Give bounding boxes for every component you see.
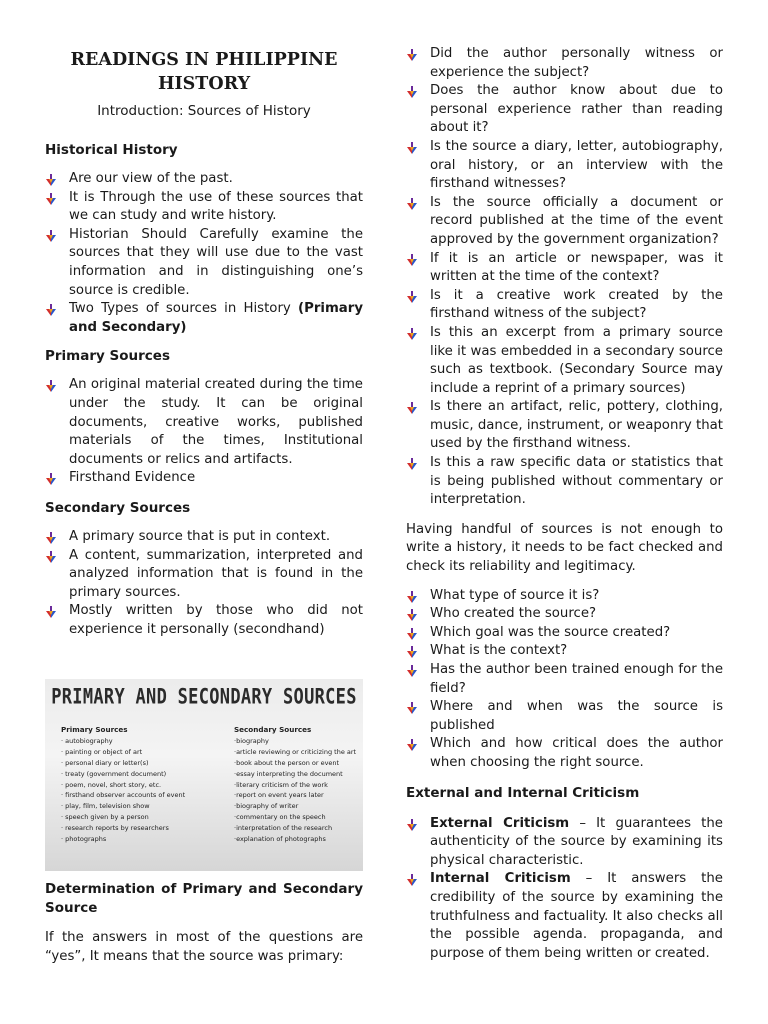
- arrow-bullet-icon: [46, 473, 56, 485]
- arrow-bullet-icon: [407, 458, 417, 470]
- list-item: [430, 870, 723, 963]
- figure-item: · play, film, television show: [61, 802, 150, 811]
- list-item-bold-text: (Primary and Secondary): [69, 301, 363, 335]
- list-item-text: Is there an artifact, relic, pottery, clothing, music, dance, instrument, or weaponry that used by the firsthand witness.: [430, 399, 723, 452]
- subtitle: Introduction: Sources of History: [97, 103, 311, 119]
- list-item: [430, 698, 723, 735]
- arrow-bullet-icon: [46, 193, 56, 205]
- list-item-text: Who created the source?: [430, 606, 597, 622]
- list-item: [430, 82, 723, 138]
- figure-item: · firsthand observer accounts of event: [61, 791, 186, 800]
- list-item: [430, 587, 723, 606]
- figure-item: · photographs: [61, 835, 107, 844]
- internal-criticism-term: Internal Criticism: [430, 871, 571, 887]
- list-item: [430, 661, 723, 698]
- heading-criticism: External and Internal Criticism: [406, 784, 640, 801]
- list-item: [69, 170, 363, 189]
- arrow-bullet-icon: [46, 380, 56, 392]
- list-item: [430, 735, 723, 772]
- arrow-bullet-icon: [407, 198, 417, 210]
- list-item: [430, 454, 723, 510]
- title-line-2: HISTORY: [157, 74, 251, 94]
- heading-determination: Determination of Primary and Secondary Source: [45, 881, 363, 916]
- figure-item: · research reports by researchers: [61, 824, 169, 833]
- list-item-text: Historian Should Carefully examine the sources that they will use due to the vast information and in distinguishing one’s source is credible.: [69, 226, 363, 298]
- list-item-text: Where and when was the source is published: [430, 699, 723, 733]
- list-item-text: Did the author personally witness or experience the subject?: [430, 46, 723, 80]
- list-item: [69, 300, 363, 337]
- list-item: [69, 469, 363, 488]
- arrow-bullet-icon: [407, 291, 417, 303]
- list-item-text: If it is an article or newspaper, was it written at the time of the context?: [430, 250, 723, 285]
- heading-secondary-sources: Secondary Sources: [45, 499, 191, 516]
- list-item-text: – It guarantees the authenticity of the source by examining its physical characteristic.: [430, 815, 723, 868]
- list-item-text: Is the source a diary, letter, autobiography, oral history, or an interview with the firsthand witnesses?: [430, 138, 723, 192]
- figure-item: · poem, novel, short story, etc.: [61, 780, 162, 789]
- list-item: [430, 605, 723, 624]
- list-item: [69, 376, 363, 469]
- list-item-text: A primary source that is put in context.: [69, 528, 331, 544]
- figure-item: ·commentary on the speech: [234, 813, 326, 822]
- arrow-bullet-icon: [46, 174, 56, 186]
- arrow-bullet-icon: [407, 49, 417, 61]
- determination-intro: If the answers in most of the questions are “yes”, It means that the source was primary:: [45, 930, 363, 964]
- external-criticism-term: External Criticism: [430, 815, 570, 831]
- arrow-bullet-icon: [407, 86, 417, 98]
- arrow-bullet-icon: [407, 665, 417, 677]
- figure-item: · personal diary or letter(s): [61, 758, 149, 767]
- arrow-bullet-icon: [46, 304, 56, 316]
- arrow-bullet-icon: [407, 874, 417, 886]
- arrow-bullet-icon: [407, 254, 417, 266]
- figure-secondary-column: [234, 725, 359, 845]
- arrow-bullet-icon: [407, 591, 417, 603]
- figure-title: PRIMARY AND SECONDARY SOURCES: [51, 684, 357, 710]
- list-item: [69, 602, 363, 639]
- figure-item: · painting or object of art: [61, 747, 143, 756]
- list-item: [69, 226, 363, 300]
- list-item-text: What is the context?: [430, 643, 568, 659]
- primary-sources-list: [45, 376, 363, 488]
- figure-item: ·biography: [234, 736, 269, 745]
- arrow-bullet-icon: [407, 739, 417, 751]
- arrow-bullet-icon: [46, 532, 56, 544]
- title-line-1: READINGS IN PHILIPPINE: [70, 50, 338, 70]
- criticism-list: [406, 815, 723, 964]
- list-item-text: It is Through the use of these sources that we can study and write history.: [69, 189, 363, 224]
- list-item-text: Is the source officially a document or record published at the time of the event approved by the government organization?: [430, 194, 723, 247]
- figure-item: ·interpretation of the research: [234, 824, 333, 833]
- figure-item: ·essay interpreting the document: [234, 769, 343, 778]
- figure-item: ·article reviewing or criticizing the art: [234, 747, 357, 756]
- list-item-text: Is this an excerpt from a primary source like it was embedded in a secondary source such as textbook. (Secondary Source may include a reprint of a primary sources): [430, 324, 723, 396]
- arrow-bullet-icon: [407, 609, 417, 621]
- sources-comparison-image: [45, 679, 363, 871]
- list-item-text: Is it a creative work created by the firsthand witness of the subject?: [430, 287, 723, 322]
- left-column-bottom: [45, 880, 363, 966]
- handful-paragraph: Having handful of sources is not enough to write a history, it needs to be fact checked and check its reliability and legitimacy.: [406, 521, 723, 575]
- list-item: [430, 642, 723, 661]
- list-item-text: Firsthand Evidence: [69, 470, 196, 486]
- list-item: [430, 624, 723, 643]
- list-item: [430, 324, 723, 398]
- figure-primary-column: [61, 725, 211, 845]
- list-item-text: Are our view of the past.: [69, 171, 233, 186]
- heading-primary-sources: Primary Sources: [45, 348, 170, 365]
- list-item: [430, 138, 723, 194]
- list-item-text: What type of source it is?: [430, 587, 600, 603]
- list-item: [69, 547, 363, 603]
- figure-primary-heading: Primary Sources: [61, 725, 128, 734]
- questions-list: [406, 45, 723, 510]
- list-item-text: Does the author know about due to personal experience rather than reading about it?: [430, 83, 723, 136]
- list-item-text: Mostly written by those who did not experience it personally (secondhand): [69, 603, 363, 637]
- arrow-bullet-icon: [46, 230, 56, 242]
- figure-item: ·literary criticism of the work: [234, 780, 328, 789]
- list-item-text: An original material created during the time under the study. It can be original documents, creative works, published materials of the times, Institutional documents or relics and artifacts.: [69, 377, 363, 467]
- list-item-text: Which and how critical does the author when choosing the right source.: [430, 736, 723, 770]
- arrow-bullet-icon: [407, 702, 417, 714]
- list-item: [430, 45, 723, 82]
- list-item-text: Has the author been trained enough for the field?: [430, 662, 723, 696]
- arrow-bullet-icon: [407, 819, 417, 831]
- arrow-bullet-icon: [407, 142, 417, 154]
- heading-historical-history: Historical History: [45, 142, 178, 158]
- list-item-text: Is this a raw specific data or statistics that is being published without commentary or interpretation.: [430, 455, 723, 508]
- figure-item: ·report on event years later: [234, 791, 324, 800]
- figure-secondary-heading: Secondary Sources: [234, 725, 312, 734]
- arrow-bullet-icon: [407, 628, 417, 640]
- arrow-bullet-icon: [407, 646, 417, 658]
- figure-item: ·book about the person or event: [234, 758, 340, 767]
- list-item: [69, 189, 363, 226]
- list-item-text: Two Types of sources in History: [69, 301, 298, 317]
- list-item: [430, 287, 723, 324]
- historical-history-list: [45, 170, 363, 337]
- left-column: [45, 0, 363, 639]
- list-item: [430, 398, 723, 454]
- arrow-bullet-icon: [46, 551, 56, 563]
- checks-list: [406, 587, 723, 773]
- secondary-sources-list: [45, 528, 363, 640]
- list-item: [430, 815, 723, 871]
- figure-item: · speech given by a person: [61, 813, 149, 822]
- list-item: [69, 528, 363, 547]
- list-item: [430, 250, 723, 287]
- arrow-bullet-icon: [407, 402, 417, 414]
- list-item-text: – It answers the credibility of the source by examining the truthfulness and factuality. It also checks all the possible agenda. propaganda, and purpose of them being written or created.: [430, 871, 723, 961]
- right-column: [406, 0, 723, 963]
- figure-item: · autobiography: [61, 736, 113, 745]
- figure-item: · treaty (government document): [61, 769, 167, 778]
- figure-item: ·biography of writer: [234, 802, 299, 811]
- list-item-text: Which goal was the source created?: [430, 624, 671, 640]
- figure-item: ·explanation of photographs: [234, 835, 326, 844]
- list-item-text: A content, summarization, interpreted and analyzed information that is found in the primary sources.: [69, 547, 363, 600]
- arrow-bullet-icon: [407, 328, 417, 340]
- list-item: [430, 194, 723, 250]
- arrow-bullet-icon: [46, 606, 56, 618]
- document-title: [45, 48, 363, 96]
